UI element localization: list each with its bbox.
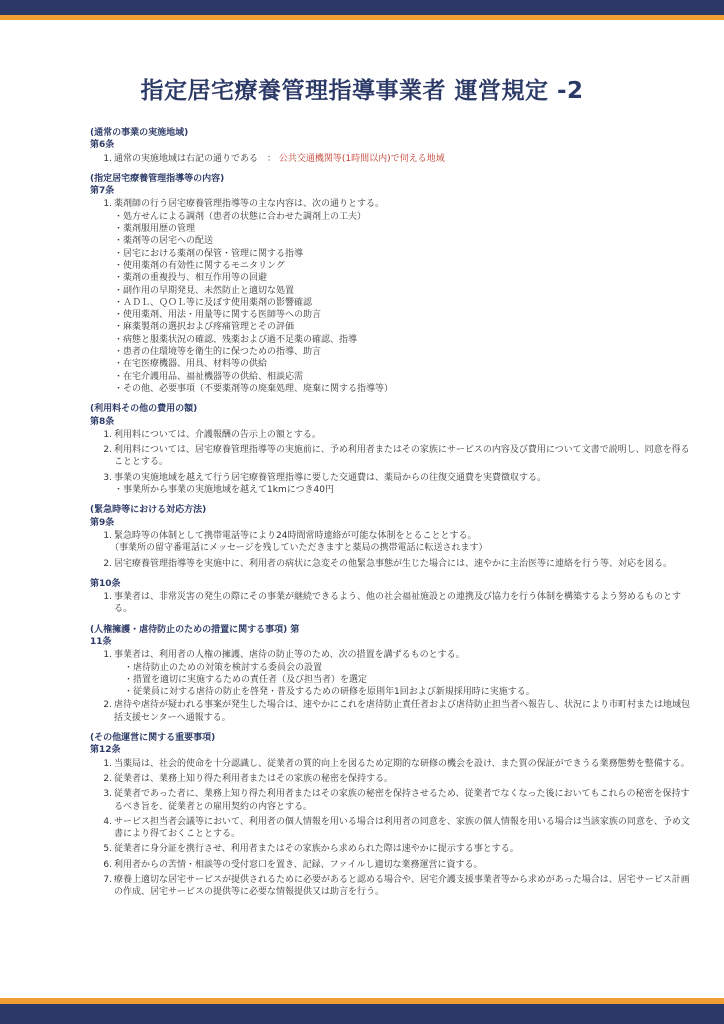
article-12-item-6 bbox=[90, 859, 690, 871]
section-heading-content: (指定居宅療養管理指導等の内容) bbox=[90, 173, 225, 184]
list-item: ・副作用の早期発見、未然防止と適切な処置 bbox=[114, 285, 295, 296]
area-highlight: 公共交通機関等(1時間以内)で伺える地域 bbox=[278, 153, 445, 164]
item-number: 7. bbox=[103, 875, 112, 886]
item-text: 事業者は、非常災害の発生の際にその事業が継続できるよう、他の社会福祉施設との連携及び協力を行う体制を構築するよう努めるものとする。 bbox=[114, 592, 682, 615]
item-number: 4. bbox=[103, 816, 112, 827]
article-6: 第6条 bbox=[90, 140, 115, 151]
article-9: 第9条 bbox=[90, 517, 115, 528]
list-item: ・薬剤の重複投与、相互作用等の回避 bbox=[114, 273, 268, 284]
item-text: 虐待や虐待が疑われる事案が発生した場合は、速やかにこれを虐待防止責任者および虐待防止担当者へ報告し、状況により市町村または地域包括支援センターへ通報する。 bbox=[114, 700, 691, 723]
article-10: 第10条 bbox=[90, 578, 121, 589]
item-number: 1. bbox=[103, 153, 112, 164]
list-item: ・在宅介護用品、福祉機器等の供給、相談応需 bbox=[114, 371, 304, 382]
list-item: ・薬剤等の居宅への配送 bbox=[114, 236, 214, 247]
list-item: ・使用薬剤の有効性に関するモニタリング bbox=[114, 260, 285, 271]
article-8-item-2 bbox=[90, 444, 690, 469]
list-item: ・使用薬剤、用法・用量等に関する医師等への助言 bbox=[114, 310, 322, 321]
item-text: 緊急時等の体制として携帯電話等により24時間常時連絡が可能な体制をとることとする。 bbox=[114, 530, 477, 541]
article-12-item-7 bbox=[90, 874, 690, 899]
item-text: 薬剤師の行う居宅療養管理指導等の主な内容は、次の通りとする。 bbox=[114, 199, 385, 210]
item-text: 事業者は、利用者の人権の擁護、虐待の防止等のため、次の措置を講ずるものとする。 bbox=[114, 650, 465, 661]
item-text: 居宅療養管理指導等を実施中に、利用者の病状に急変その他緊急事態が生じた場合には、速やかに主治医等に連絡を行う等、対応を図る。 bbox=[114, 558, 673, 569]
item-number: 5. bbox=[103, 844, 112, 855]
article-8-item-3 bbox=[90, 472, 690, 484]
list-item: ・処方せんによる調剤（患者の状態に合わせた調剤上の工夫） bbox=[114, 211, 367, 222]
section-heading-rights: (人権擁護・虐待防止のための措置に関する事項) 第 bbox=[90, 624, 300, 635]
page-title: 指定居宅療養管理指導事業者 運営規定 -2 bbox=[140, 78, 584, 104]
item-number: 1. bbox=[103, 429, 112, 440]
article-12-item-5 bbox=[90, 843, 690, 855]
list-item: ・従業員に対する虐待の防止を啓発・普及するための研修を原則年1回および新規採用時に実施する。 bbox=[124, 687, 535, 698]
item-number: 2. bbox=[103, 558, 112, 569]
article-12-item-4 bbox=[90, 816, 690, 841]
item-text: 従業者は、業務上知り得た利用者またはその家族の秘密を保持する。 bbox=[114, 773, 394, 784]
list-item: ・居宅における薬剤の保管・管理に関する指導 bbox=[114, 248, 304, 259]
top-orange-band bbox=[0, 15, 724, 20]
document-body bbox=[90, 127, 690, 899]
item-number: 1. bbox=[103, 530, 112, 541]
item-text bbox=[114, 153, 690, 165]
item-number: 2. bbox=[103, 445, 112, 456]
item-number: 6. bbox=[103, 859, 112, 870]
list-item: ・麻薬製剤の選択および疼痛管理とその評価 bbox=[114, 322, 295, 333]
item-text: 当薬局は、社会的使命を十分認識し、従業者の質的向上を図るため定期的な研修の機会を設け、また質の保証ができうる業務態勢を整備する。 bbox=[114, 758, 690, 769]
section-heading-fees: (利用料その他の費用の額) bbox=[90, 404, 198, 415]
area-text: 通常の実施地域は右記の通りである ： bbox=[114, 153, 277, 164]
item-text: 従業者に身分証を携行させ、利用者またはその家族から求められた際は速やかに提示する事とする。 bbox=[114, 844, 519, 855]
item-text: 利用料については、居宅療養管理指導等の実施前に、予め利用者またはその家族にサービスの内容及び費用について文書で説明し、同意を得ることとする。 bbox=[114, 445, 690, 468]
list-item: ・薬剤服用歴の管理 bbox=[114, 224, 196, 235]
article-7: 第7条 bbox=[90, 186, 115, 197]
article-12-item-2 bbox=[90, 773, 690, 785]
item-number: 1. bbox=[103, 199, 112, 210]
item-text: 事業の実施地域を越えて行う居宅療養管理指導に要した交通費は、薬局からの往復交通費を実費徴収する。 bbox=[114, 472, 547, 483]
top-navy-band bbox=[0, 0, 724, 15]
article-8: 第8条 bbox=[90, 416, 115, 427]
list-item: ・事業所から事業の実施地域を越えて1kmにつき40円 bbox=[114, 485, 334, 496]
item-text: サービス担当者会議等において、利用者の個人情報を用いる場合は利用者の同意を、家族の個人情報を用いる場合は当該家族の同意を、予め文書により得ておくこととする。 bbox=[114, 816, 690, 840]
section-heading-other: (その他運営に関する重要事項) bbox=[90, 733, 216, 744]
section-heading-area: (通常の事業の実施地域) bbox=[90, 128, 189, 138]
article-6-item-1 bbox=[90, 153, 690, 165]
item-number: 3. bbox=[103, 472, 112, 483]
list-item: ・在宅医療機器、用具、材料等の供給 bbox=[114, 359, 268, 370]
item-number: 1. bbox=[103, 650, 112, 661]
list-item: ・ＡＤＬ、ＱＯＬ等に及ぼす使用薬剤の影響確認 bbox=[114, 297, 313, 308]
article-8-item-1 bbox=[90, 429, 690, 441]
item-text: 利用料については、介護報酬の告示上の額とする。 bbox=[114, 429, 321, 440]
article-12: 第12条 bbox=[90, 745, 121, 756]
item-number: 2. bbox=[103, 773, 112, 784]
list-item: ・その他、必要事項（不要薬剤等の廃棄処理、廃棄に関する指導等） bbox=[114, 383, 394, 394]
list-item: ・措置を適切に実施するための責任者（及び担当者）を選定 bbox=[124, 674, 368, 685]
article-12-item-3 bbox=[90, 788, 690, 813]
article-12-item-1 bbox=[90, 758, 690, 770]
article-9-item-1 bbox=[90, 530, 690, 542]
article-11-item-2 bbox=[90, 699, 690, 724]
list-item: ・患者の住環境等を衛生的に保つための指導、助言 bbox=[114, 347, 322, 358]
article-10-item-1 bbox=[90, 591, 690, 616]
item-text: 利用者からの苦情・相談等の受付窓口を置き、記録、ファイルし適切な業務運営に資する。 bbox=[114, 859, 483, 870]
article-11: 11条 bbox=[90, 636, 112, 647]
emergency-note: （事業所の留守番電話にメッセージを残していただきますと薬局の携帯電話に転送されます） bbox=[110, 543, 488, 554]
item-number: 2. bbox=[103, 700, 112, 711]
item-number: 1. bbox=[103, 592, 112, 603]
list-item: ・虐待防止のための対策を検討する委員会の設置 bbox=[124, 662, 323, 673]
article-9-item-2 bbox=[90, 558, 690, 570]
item-number: 1. bbox=[103, 758, 112, 769]
bottom-navy-band bbox=[0, 1004, 724, 1024]
item-number: 3. bbox=[103, 789, 112, 800]
article-7-item-1 bbox=[90, 198, 690, 210]
list-item: ・病態と服薬状況の確認、残薬および過不足薬の確認、指導 bbox=[114, 334, 358, 345]
section-heading-emergency: (緊急時等における対応方法) bbox=[90, 505, 207, 516]
item-text: 従業者であった者に、業務上知り得た利用者またはその家族の秘密を保持させるため、従業者でなくなった後においてもこれらの秘密を保持するべき旨を、従業者との雇用契約の内容とする。 bbox=[114, 789, 690, 812]
article-11-item-1 bbox=[90, 649, 690, 661]
item-text: 療養上適切な居宅サービスが提供されるために必要があると認める場合や、居宅介護支援事業者等から求めがあった場合は、居宅サービス計画の作成、居宅サービスの提供等に必要な情報提供又は助言を行う。 bbox=[114, 875, 690, 898]
